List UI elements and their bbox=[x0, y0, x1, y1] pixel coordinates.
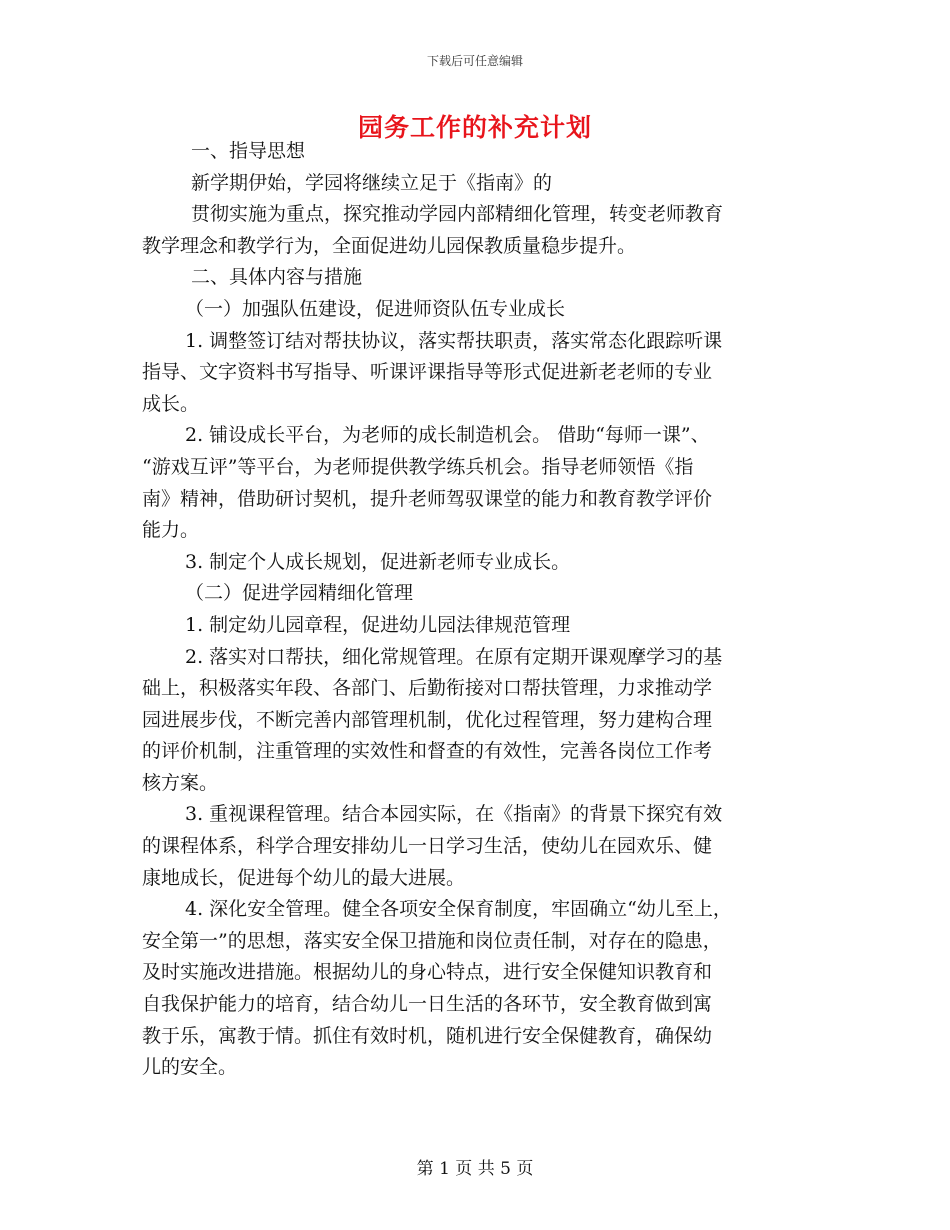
body-line: 一、指导思想 bbox=[191, 140, 306, 162]
body-line: 4. 深化安全管理。健全各项安全保育制度，牢固确立“幼儿至上， bbox=[185, 898, 732, 921]
body-line: 儿的安全。 bbox=[142, 1056, 238, 1079]
body-line: 核方案。 bbox=[142, 771, 219, 794]
document-body bbox=[142, 136, 822, 1084]
body-line: 教学理念和教学行为，全面促进幼儿园保教质量稳步提升。 bbox=[142, 234, 637, 257]
body-line: 的课程体系，科学合理安排幼儿一日学习生活，使幼儿在园欢乐、健 bbox=[142, 835, 713, 858]
body-line: 贯彻实施为重点，探究推动学园内部精细化管理，转变老师教育 bbox=[191, 203, 724, 226]
body-line: 2. 铺设成长平台，为老师的成长制造机会。 借助“每师一课”、 bbox=[185, 424, 710, 447]
body-line: （二）促进学园精细化管理 bbox=[185, 582, 414, 605]
body-line: 二、具体内容与措施 bbox=[191, 266, 363, 289]
body-line: 2. 落实对口帮扶，细化常规管理。在原有定期开课观摩学习的基 bbox=[185, 645, 723, 668]
page-number-footer: 第 1 页 共 5 页 bbox=[416, 1159, 534, 1179]
body-line: 成长。 bbox=[142, 392, 200, 415]
body-line: （一）加强队伍建设，促进师资队伍专业成长 bbox=[185, 297, 566, 320]
body-line: 园进展步伐，不断完善内部管理机制，优化过程管理，努力建构合理 bbox=[142, 708, 713, 731]
body-line: 指导、文字资料书写指导、听课评课指导等形式促进新老老师的专业 bbox=[142, 361, 713, 384]
body-line: 教于乐，寓教于情。抓住有效时机，随机进行安全保健教育，确保幼 bbox=[142, 1024, 713, 1047]
body-line: 1. 调整签订结对帮扶协议，落实帮扶职责，落实常态化跟踪听课 bbox=[185, 329, 723, 352]
body-line: 3. 制定个人成长规划，促进新老师专业成长。 bbox=[185, 550, 571, 573]
header-note: 下载后可任意编辑 bbox=[426, 54, 523, 68]
body-line: 安全第一”的思想，落实安全保卫措施和岗位责任制，对存在的隐患， bbox=[142, 929, 722, 952]
body-line: 康地成长，促进每个幼儿的最大进展。 bbox=[142, 866, 466, 889]
body-line: 础上，积极落实年段、各部门、后勤衔接对口帮扶管理，力求推动学 bbox=[142, 677, 713, 700]
body-line: 能力。 bbox=[142, 519, 200, 542]
document-title: 园务工作的补充计划 bbox=[357, 113, 592, 142]
body-line: 的评价机制，注重管理的实效性和督查的有效性，完善各岗位工作考 bbox=[142, 740, 713, 763]
body-line: 1. 制定幼儿园章程，促进幼儿园法律规范管理 bbox=[185, 613, 571, 636]
body-line: 及时实施改进措施。根据幼儿的身心特点，进行安全保健知识教育和 bbox=[142, 961, 713, 984]
body-line: 3. 重视课程管理。结合本园实际，在《指南》的背景下探究有效 bbox=[185, 803, 723, 826]
body-line: 南》精神，借助研讨契机，提升老师驾驭课堂的能力和教育教学评价 bbox=[142, 487, 713, 510]
body-line: 新学期伊始，学园将继续立足于《指南》的 bbox=[191, 171, 553, 194]
body-line: “游戏互评”等平台，为老师提供教学练兵机会。指导老师领悟《指 bbox=[142, 455, 694, 478]
body-line: 自我保护能力的培育，结合幼儿一日生活的各环节，安全教育做到寓 bbox=[142, 993, 713, 1016]
